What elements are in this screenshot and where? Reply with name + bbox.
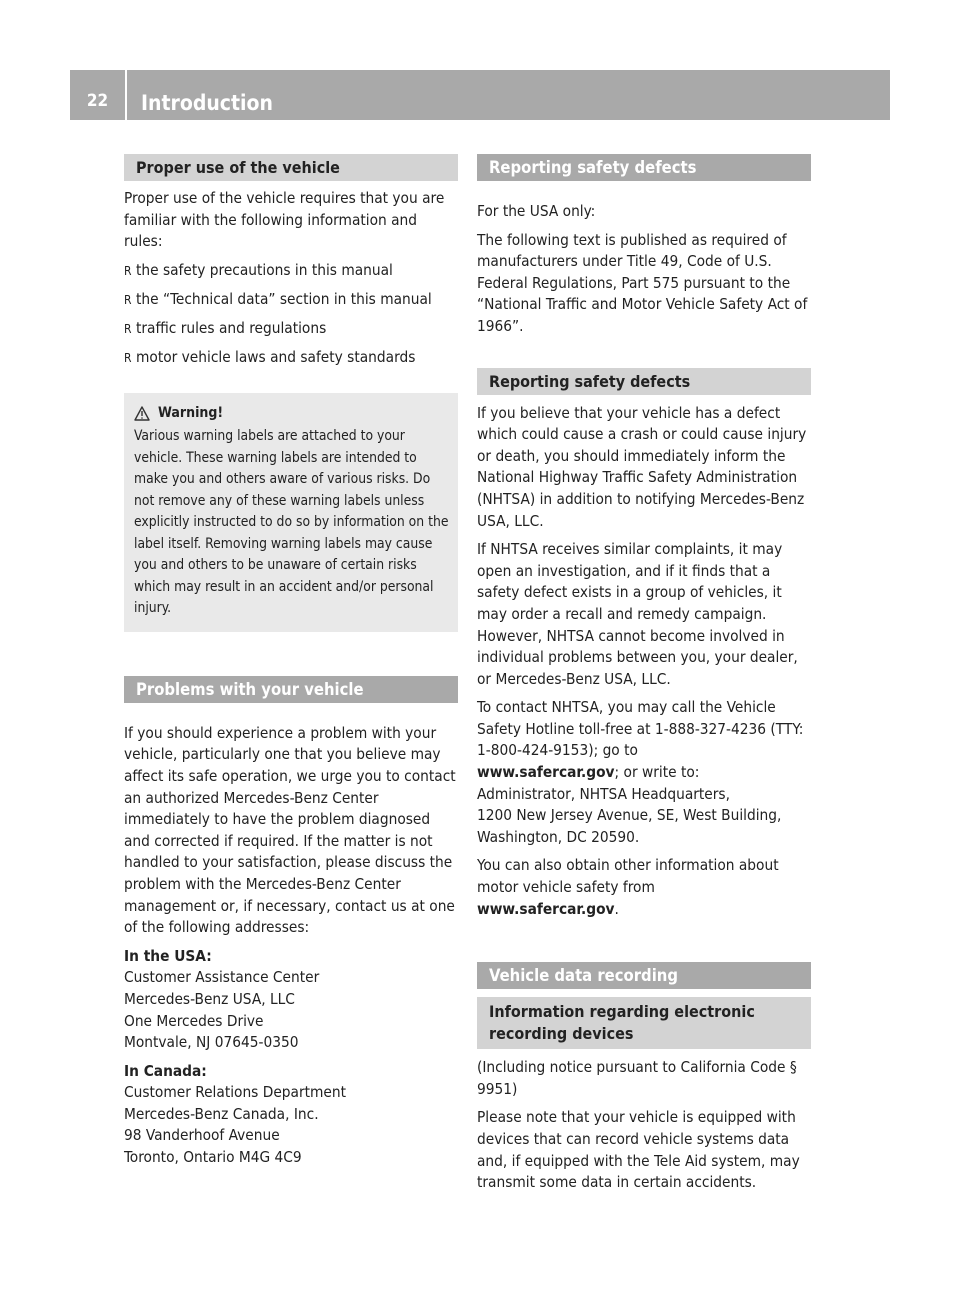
bullet-text: the “Technical data” section in this manual	[136, 289, 432, 308]
reporting-para-2: If NHTSA receives similar complaints, it may open an investigation, and if it finds that a safety defect exists in a group of vehicles, it may order a recall and remedy campaign. However, NHTSA cannot become involved in individual problems between you, your dealer, or Mercedes-Benz USA, LLC.	[477, 540, 798, 688]
usa-address-line: Mercedes-Benz USA, LLC	[124, 989, 295, 1008]
problems-heading: Problems with your vehicle	[124, 676, 458, 703]
nhtsa-address-line: 1200 New Jersey Avenue, SE, West Building,	[477, 806, 782, 825]
bullet-r-icon: R	[124, 350, 132, 365]
proper-use-heading: Proper use of the vehicle	[124, 154, 458, 181]
problems-body: If you should experience a problem with your vehicle, particularly one that you believe may affect its safe operation, we urge you to contact an authorized Mercedes-Benz Center immediately to have the problem diagnosed and corrected if required. If the matter is not handled to your satisfaction, please discuss the problem with the Mercedes-Benz Center management or, if necessary, contact us at one of the following addresses:	[124, 723, 456, 937]
bullet-text: traffic rules and regulations	[136, 318, 327, 337]
bullet-item	[124, 260, 458, 282]
canada-address-line: Customer Relations Department	[124, 1083, 346, 1102]
warning-text: Various warning labels are attached to your vehicle. These warning labels are intended to make you and others aware of various risks. Do not remove any of these warning labels unless explicitly instructed to do so by information on the label itself. Removing warning labels may cause you and others to be unaware of certain risks which may result in an accident and/or personal injury.	[134, 428, 449, 617]
bullet-item	[124, 318, 458, 340]
bullet-r-icon: R	[124, 292, 132, 307]
bullet-item	[124, 289, 458, 311]
header-bar	[70, 70, 890, 120]
right-column	[477, 154, 811, 1194]
left-column	[124, 154, 458, 1169]
para4-after: .	[614, 899, 619, 918]
para4-text: You can also obtain other information about motor vehicle safety from	[477, 856, 779, 897]
vehicle-data-heading: Vehicle data recording	[477, 962, 811, 989]
para3-text: To contact NHTSA, you may call the Vehicle Safety Hotline toll-free at 1-888-327-4236 (TTY: 1-800-424-9153); go to	[477, 698, 804, 760]
reporting-sub-heading: Reporting safety defects	[477, 368, 811, 395]
usa-label: In the USA:	[124, 946, 212, 965]
para3-after: ; or write to:	[614, 763, 700, 782]
bullet-r-icon: R	[124, 321, 132, 336]
canada-address-line: 98 Vanderhoof Avenue	[124, 1126, 280, 1145]
reporting-para-4	[477, 855, 811, 920]
nhtsa-address-line: Washington, DC 20590.	[477, 827, 640, 846]
vehicle-data-para-2: Please note that your vehicle is equipped with devices that can record vehicle systems data and, if equipped with the Tele Aid system, may transmit some data in certain accidents.	[477, 1108, 800, 1192]
safercar-link[interactable]: www.safercar.gov	[477, 899, 615, 918]
canada-address-line: Mercedes-Benz Canada, Inc.	[124, 1104, 319, 1123]
warning-triangle-icon	[134, 406, 150, 421]
bullet-text: the safety precautions in this manual	[136, 260, 393, 279]
reporting-para-1: If you believe that your vehicle has a defect which could cause a crash or could cause injury or death, you should immediately inform the National Highway Traffic Safety Administration (NHTSA) in addition to notifying Mercedes-Benz USA, LLC.	[477, 403, 807, 530]
warning-title	[134, 403, 450, 425]
bullet-r-icon: R	[124, 263, 132, 278]
page-number: 22	[70, 70, 127, 120]
canada-address-line: Toronto, Ontario M4G 4C9	[124, 1148, 302, 1167]
vehicle-data-para-1: (Including notice pursuant to California Code § 9951)	[477, 1058, 797, 1098]
bullet-text: motor vehicle laws and safety standards	[136, 347, 416, 366]
safercar-link[interactable]: www.safercar.gov	[477, 763, 615, 782]
bullet-item	[124, 347, 458, 369]
canada-label: In Canada:	[124, 1061, 207, 1080]
usa-address-line: Customer Assistance Center	[124, 968, 320, 987]
usa-only-text: For the USA only:	[477, 202, 596, 220]
usa-address-line: Montvale, NJ 07645-0350	[124, 1033, 299, 1052]
reporting-heading: Reporting safety defects	[477, 154, 811, 181]
warning-label: Warning!	[158, 404, 224, 421]
published-text: The following text is published as required of manufacturers under Title 49, Code of U.S. Federal Regulations, Part 575 pursuant to the “National Traffic and Motor Vehicle Safety Act of 1966”.	[477, 230, 808, 335]
electronic-devices-heading: Information regarding electronic recording devices	[477, 997, 811, 1049]
chapter-title: Introduction	[141, 91, 273, 115]
warning-box	[124, 393, 458, 632]
nhtsa-address-line: Administrator, NHTSA Headquarters,	[477, 784, 730, 803]
proper-use-intro: Proper use of the vehicle requires that you are familiar with the following information and rules:	[124, 189, 445, 251]
reporting-para-3	[477, 697, 811, 783]
usa-address-line: One Mercedes Drive	[124, 1011, 264, 1030]
